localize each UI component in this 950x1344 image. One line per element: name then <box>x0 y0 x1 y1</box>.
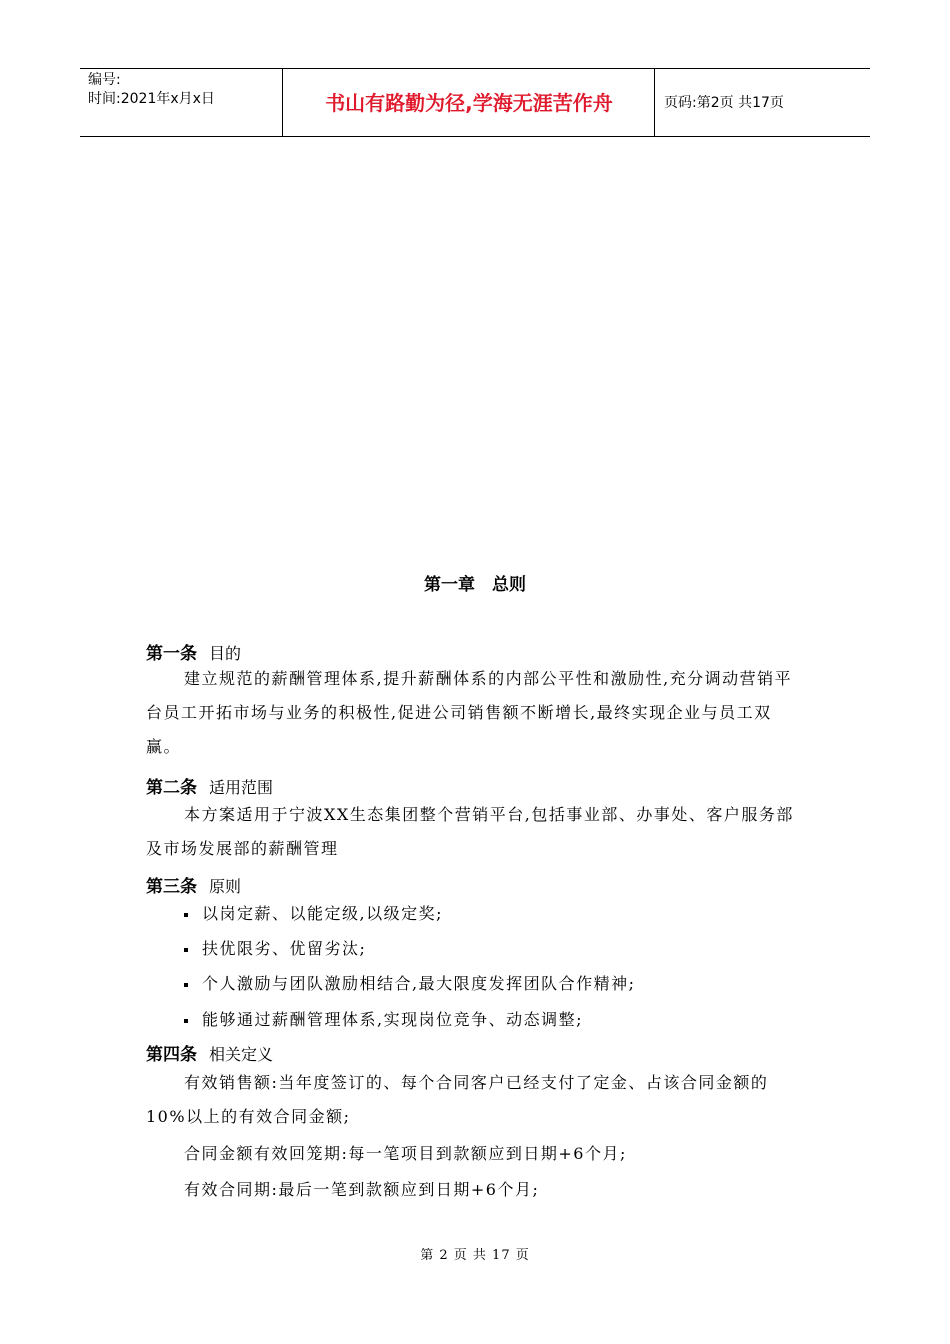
article-1-body: 建立规范的薪酬管理体系,提升薪酬体系的内部公平性和激励性,充分调动营销平台员工开拓市场与业务的积极性,促进公司销售额不断增长,最终实现企业与员工双赢。 <box>146 669 793 756</box>
article-1-title: 目的 <box>209 644 242 663</box>
page-footer: 第 2 页 共 17 页 <box>420 1248 530 1263</box>
principle-item-4: 能够通过薪酬管理体系,实现岗位竞争、动态调整; <box>184 1008 583 1032</box>
principle-item-1: 以岗定薪、以能定级,以级定奖; <box>184 902 443 926</box>
article-2-body: 本方案适用于宁波XX生态集团整个营销平台,包括事业部、办事处、客户服务部及市场发展部的薪酬管理 <box>146 805 794 858</box>
article-4-heading <box>146 1043 273 1067</box>
header-page-info: 页码:第2页 共17页 <box>664 95 784 111</box>
chapter-title: 第一章 总则 <box>424 575 526 595</box>
article-3-label: 第三条 <box>146 877 197 897</box>
header-number-label: 编号: <box>88 72 121 88</box>
bullet-icon <box>184 913 188 917</box>
bullet-icon <box>184 948 188 952</box>
principle-item-3: 个人激励与团队激励相结合,最大限度发挥团队合作精神; <box>184 972 635 996</box>
bullet-icon <box>184 983 188 987</box>
definition-collection-period: 合同金额有效回笼期:每一笔项目到款额应到日期+6个月; <box>184 1144 627 1163</box>
article-1-label: 第一条 <box>146 644 197 664</box>
header-top-border <box>80 68 870 69</box>
article-3-heading <box>146 875 241 899</box>
header-bottom-border <box>80 136 870 137</box>
header-divider-left <box>282 68 283 136</box>
article-4-label: 第四条 <box>146 1045 197 1065</box>
header-motto: 书山有路勤为径,学海无涯苦作舟 <box>325 91 613 115</box>
article-3-title: 原则 <box>209 877 242 896</box>
article-2-label: 第二条 <box>146 778 197 798</box>
definition-effective-sales: 有效销售额:当年度签订的、每个合同客户已经支付了定金、占该合同金额的10%以上的有效合同金额; <box>146 1073 769 1126</box>
principle-item-2: 扶优限劣、优留劣汰; <box>184 937 366 961</box>
article-2-heading <box>146 776 273 800</box>
bullet-icon <box>184 1019 188 1023</box>
header-divider-right <box>654 68 655 136</box>
article-4-title: 相关定义 <box>209 1045 274 1064</box>
definition-contract-period: 有效合同期:最后一笔到款额应到日期+6个月; <box>184 1180 540 1199</box>
header-time-label: 时间:2021年x月x日 <box>88 91 215 107</box>
article-2-title: 适用范围 <box>209 778 274 797</box>
